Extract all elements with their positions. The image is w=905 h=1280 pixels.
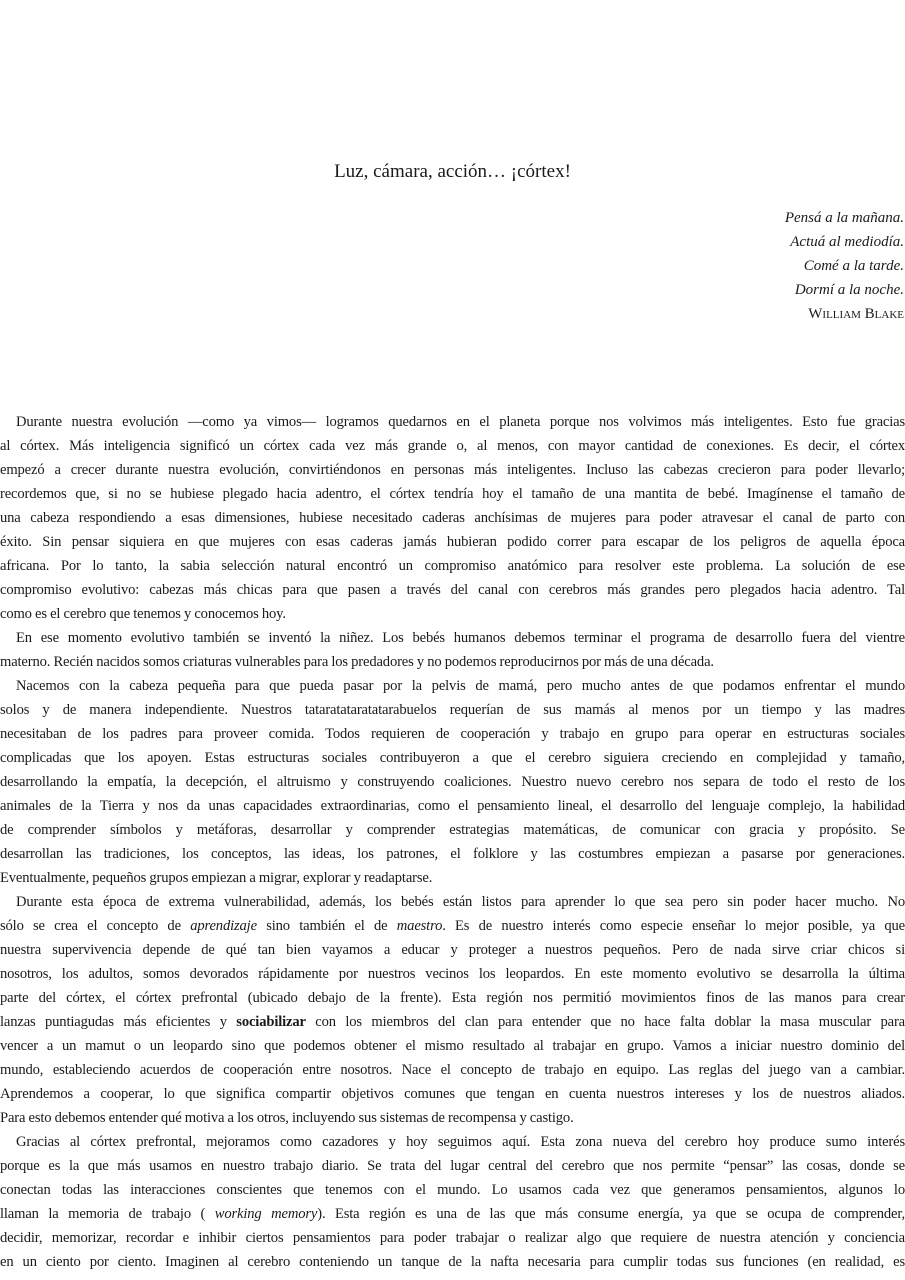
text-line: Nacemos con la cabeza pequeña para que pueda pasar por la pelvis de mamá, pero mucho antes de que podamos enfrentar el mundo bbox=[16, 678, 905, 694]
paragraph bbox=[0, 890, 905, 1130]
text-line: Aprendemos a cooperar, lo que significa compartir objetivos comunes que tengan en cuenta nuestros intereses y los de nuestros aliados. bbox=[0, 1086, 905, 1102]
text-line: como es el cerebro que tenemos y conocemos hoy. bbox=[0, 606, 286, 622]
text-line: de comprender símbolos y metáforas, desarrollar y comprender estrategias matemáticas, de comunicar con gracia y propósito. Se bbox=[0, 822, 905, 838]
text-line: en un ciento por ciento. Imaginen al cerebro conteniendo un tanque de la nafta necesaria para cumplir todas sus funciones (en realidad, es bbox=[0, 1254, 905, 1270]
paragraph bbox=[0, 626, 905, 674]
text-line: animales de la Tierra y nos da unas capacidades extraordinarias, como el pensamiento lineal, el desarrollo del lenguaje complejo, la habilidad bbox=[0, 798, 905, 814]
text-segment: con los miembros del clan para entender que no hace falta doblar la masa muscular para bbox=[305, 1014, 905, 1030]
text-line: africana. Por lo tanto, la sabia selección natural encontró un compromiso anatómico para resolver este problema. La solución de ese bbox=[0, 558, 905, 574]
chapter-title: Luz, cámara, acción… ¡córtex! bbox=[334, 161, 571, 182]
text-line: nuestra supervivencia depende de qué tan bien vayamos a educar y proteger a nuestros pequeños. Pero de nada sirve criar chicos si bbox=[0, 942, 905, 958]
text-segment: ). Esta región es una de las que más consume energía, ya que se ocupa de comprender, bbox=[317, 1206, 905, 1222]
bold-term: sociabilizar bbox=[236, 1014, 306, 1030]
body-text bbox=[0, 410, 905, 1274]
paragraph bbox=[0, 410, 905, 626]
epigraph-author: William Blake bbox=[808, 306, 904, 322]
text-line: En ese momento evolutivo también se inventó la niñez. Los bebés humanos debemos terminar el programa de desarrollo fuera del vientre bbox=[16, 630, 905, 646]
text-line: al córtex. Más inteligencia significó un córtex cada vez más grande o, al menos, con mayor cantidad de conexiones. Es decir, el córtex bbox=[0, 438, 905, 454]
text-line: decidir, memorizar, recordar e inhibir ciertos pensamientos para poder trabajar o realizar algo que requiere de nuestra atención y conciencia bbox=[0, 1230, 905, 1246]
epigraph bbox=[785, 206, 904, 326]
text-segment: lanzas puntiagudas más eficientes y bbox=[0, 1014, 237, 1030]
text-segment: sólo se crea el concepto de bbox=[0, 918, 191, 934]
epigraph-verse: Comé a la tarde. bbox=[803, 258, 904, 274]
text-segment: . Es de nuestro interés como especie enseñar lo mejor posible, ya que bbox=[442, 918, 905, 934]
epigraph-verse: Actuá al mediodía. bbox=[790, 234, 904, 250]
text-segment: llaman la memoria de trabajo ( bbox=[0, 1206, 215, 1222]
text-segment: sino también el de bbox=[256, 918, 397, 934]
text-line bbox=[0, 1202, 905, 1226]
text-line: conectan todas las interacciones conscientes que tenemos con el mundo. Lo usamos cada vez que generamos pensamientos, algunos lo bbox=[0, 1182, 905, 1198]
text-line: desarrollando la empatía, la decepción, el altruismo y construyendo coaliciones. Nuestro nuevo cerebro nos separa de todo el resto de los bbox=[0, 774, 905, 790]
text-line: vencer a un mamut o un leopardo sino que podemos obtener el mismo resultado al trabajar en grupo. Vamos a iniciar nuestro dominio del bbox=[0, 1038, 905, 1054]
paragraph bbox=[0, 674, 905, 890]
epigraph-verse: Pensá a la mañana. bbox=[784, 210, 904, 226]
text-line: empezó a crecer durante nuestra evolución, convirtiéndonos en personas más inteligentes. Incluso las cabezas crecieron para poder llevarlo; bbox=[0, 462, 905, 478]
text-line: recordemos que, si no se hubiese plegado hacia adentro, el córtex tendría hoy el tamaño de una mantita de bebé. Imagínense el tamaño de bbox=[0, 486, 905, 502]
text-line: mundo, estableciendo acuerdos de cooperación entre nosotros. Nace el concepto de trabajo en equipo. Las reglas del juego van a cambiar. bbox=[0, 1062, 905, 1078]
text-line: nosotros, los adultos, somos devorados rápidamente por nuestros vecinos los leopardos. En este momento evolutivo se desarrolla la última bbox=[0, 966, 905, 982]
text-line: solos y de manera independiente. Nuestros tataratataratatarabuelos requerían de sus mamás al menos por un tiempo y las madres bbox=[0, 702, 905, 718]
text-line: una cabeza respondiendo a esas dimensiones, hubiese necesitado caderas anchísimas de mujeres para poder atravesar el canal de parto con bbox=[0, 510, 905, 526]
text-line: Durante nuestra evolución —como ya vimos— logramos quedarnos en el planeta porque nos volvimos más inteligentes. Esto fue gracias bbox=[16, 414, 905, 430]
text-line: complicadas que los apoyen. Estas estructuras sociales contribuyeron a que el cerebro siguiera creciendo en complejidad y tamaño, bbox=[0, 750, 905, 766]
text-line: parte del córtex, el córtex prefrontal (ubicado debajo de la frente). Esta región nos permitió movimientos finos de las manos para crear bbox=[0, 990, 905, 1006]
paragraph bbox=[0, 1130, 905, 1274]
text-line: éxito. Sin pensar siquiera en que mujeres con esas caderas jamás hubieran podido correr para escapar de los peligros de aquella época bbox=[0, 534, 905, 550]
italic-term: working memory bbox=[214, 1206, 318, 1222]
text-line: compromiso evolutivo: cabezas más chicas para que pasen a través del canal con cerebros más grandes pero plegados hacia adentro. Tal bbox=[0, 582, 905, 598]
text-line: Gracias al córtex prefrontal, mejoramos como cazadores y hoy seguimos aquí. Esta zona nueva del cerebro hoy produce sumo interés bbox=[16, 1134, 905, 1150]
text-line bbox=[0, 1010, 905, 1034]
text-line: Eventualmente, pequeños grupos empiezan a migrar, explorar y readaptarse. bbox=[0, 870, 433, 886]
italic-term: maestro bbox=[396, 918, 443, 934]
text-line: Para esto debemos entender qué motiva a los otros, incluyendo sus sistemas de recompensa y castigo. bbox=[0, 1110, 574, 1126]
epigraph-verse: Dormí a la noche. bbox=[794, 282, 904, 298]
text-line: Durante esta época de extrema vulnerabilidad, además, los bebés están listos para aprender lo que sea pero sin poder hacer mucho. No bbox=[16, 894, 905, 910]
text-line: porque es la que más usamos en nuestro trabajo diario. Se trata del lugar central del cerebro que nos permite “pensar” las cosas, donde se bbox=[0, 1158, 905, 1174]
text-line: necesitaban de los padres para proveer comida. Todos requieren de cooperación y trabajo en grupo para operar en estructuras sociales bbox=[0, 726, 905, 742]
text-line: desarrollan las tradiciones, los conceptos, las ideas, los patrones, el folklore y las costumbres empiezan a pasarse por generaciones. bbox=[0, 846, 905, 862]
text-line bbox=[0, 914, 905, 938]
italic-term: aprendizaje bbox=[190, 918, 257, 934]
text-line: materno. Recién nacidos somos criaturas vulnerables para los predadores y no podemos reproducirnos por más de una década. bbox=[0, 654, 714, 670]
